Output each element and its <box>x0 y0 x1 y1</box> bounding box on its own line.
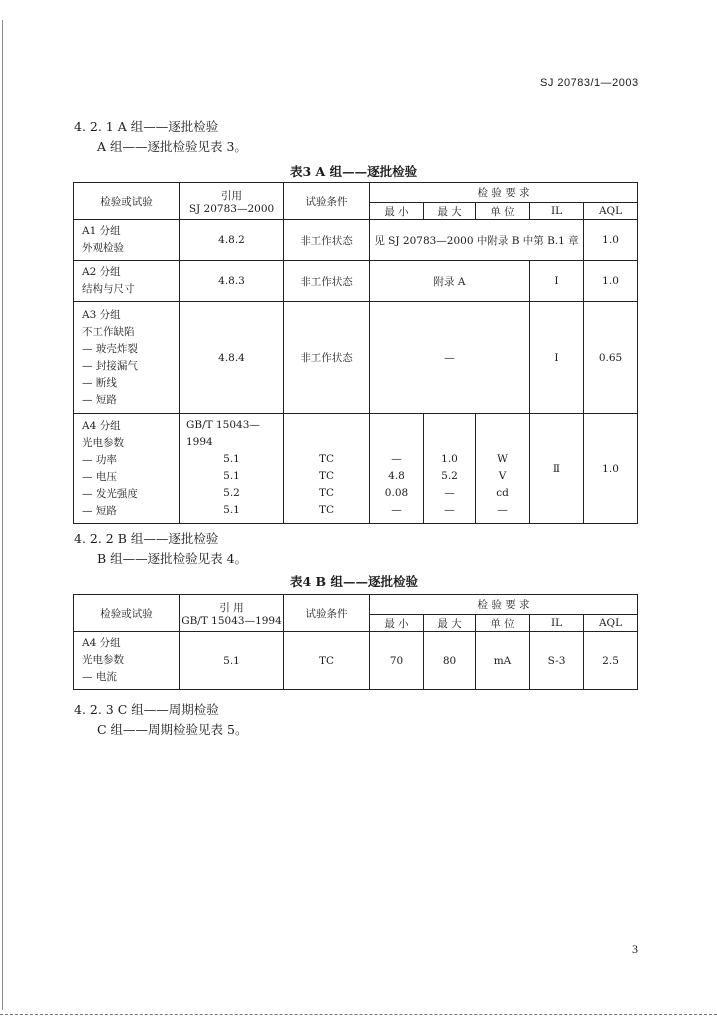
table3-a1-cond: 非工作状态 <box>284 220 370 261</box>
table3-a3-ref: 4.8.4 <box>180 302 284 414</box>
row-label: — 短路 <box>82 393 117 406</box>
table3-head-aql: AQL <box>584 203 638 220</box>
section-4-2-2-heading: 4. 2. 2 B 组——逐批检验 <box>74 531 219 546</box>
section-4-2-3-heading: 4. 2. 3 C 组——周期检验 <box>74 702 219 717</box>
table3-a4-ref-value: 5.2 <box>223 487 240 499</box>
table4-row-min: 70 <box>370 632 424 690</box>
table3-a4-max-value: — <box>444 487 455 499</box>
table3-a1-req: 见 SJ 20783—2000 中附录 B 中第 B.1 章 <box>370 220 584 261</box>
page-number: 3 <box>632 942 638 956</box>
table-row <box>74 302 638 414</box>
table3-a1-item <box>74 220 180 261</box>
table4-header-row <box>74 595 638 615</box>
standard-code: SJ 20783/1—2003 <box>540 77 639 89</box>
table3-a1-aql: 1.0 <box>584 220 638 261</box>
section-4-2-2-text: B 组——逐批检验见表 4。 <box>97 551 248 566</box>
table4-head-unit: 单 位 <box>476 615 530 632</box>
table3-a4-max <box>424 414 476 524</box>
row-label: — 短路 <box>82 504 117 517</box>
table3-a4-unit-value: cd <box>496 487 509 499</box>
table3-a3-il: Ⅰ <box>530 302 584 414</box>
table3-head-il: IL <box>530 203 584 220</box>
table3 <box>73 182 638 524</box>
table3-a4-min-value: 0.08 <box>384 487 409 499</box>
row-label: — 发光强度 <box>82 487 138 500</box>
table3-a2-il: Ⅰ <box>530 261 584 302</box>
table3-a4-unit-value: — <box>497 504 508 516</box>
row-label: 结构与尺寸 <box>82 283 135 295</box>
table3-a4-ref-value: 5.1 <box>223 504 240 516</box>
table-row <box>74 632 638 690</box>
table4-head-aql: AQL <box>584 615 638 632</box>
row-label: — 电压 <box>82 470 117 483</box>
table3-a4-max-value: — <box>444 504 455 516</box>
table3-a2-ref: 4.8.3 <box>180 261 284 302</box>
table3-head-max: 最 大 <box>424 203 476 220</box>
table3-a4-unit-value: W <box>497 453 508 465</box>
table4-row-max: 80 <box>424 632 476 690</box>
table3-a4-min-value: — <box>391 453 402 465</box>
table4 <box>73 594 638 690</box>
table4-row-il: S-3 <box>530 632 584 690</box>
table3-a4-il: Ⅱ <box>530 414 584 524</box>
table3-a2-item <box>74 261 180 302</box>
table3-a4-cond-value: TC <box>318 470 335 482</box>
table-row <box>74 220 638 261</box>
table3-a4-cond-value: TC <box>318 453 335 465</box>
table3-head-ref-std: SJ 20783—2000 <box>188 202 275 215</box>
table4-head-ref-label: 引 用 <box>219 601 244 614</box>
table4-head-min: 最 小 <box>370 615 424 632</box>
table3-a2-req: 附录 A <box>370 261 530 302</box>
table3-a4-aql: 1.0 <box>584 414 638 524</box>
table3-a3-req: — <box>370 302 530 414</box>
table3-a4-max-value: 5.2 <box>441 470 458 482</box>
section-4-2-3-text: C 组——周期检验见表 5。 <box>97 722 248 737</box>
table4-head-il: IL <box>530 615 584 632</box>
table3-a4-min <box>370 414 424 524</box>
row-label: — 功率 <box>82 453 117 466</box>
table4-head-cond: 试验条件 <box>284 595 370 632</box>
table3-a4-cond-value: TC <box>318 504 335 516</box>
table3-head-ref-label: 引用 <box>221 189 242 202</box>
table4-row-ref: 5.1 <box>180 632 284 690</box>
table3-a4-ref-std: GB/T 15043—1994 <box>186 419 260 448</box>
row-label: A4 分组 <box>82 637 121 649</box>
row-label: — 电流 <box>82 671 117 683</box>
table3-a3-aql: 0.65 <box>584 302 638 414</box>
scan-edge-line <box>2 20 3 1010</box>
row-label: — 封接漏气 <box>82 359 138 372</box>
row-label: 光电参数 <box>82 436 124 449</box>
table4-caption: 表4 B 组——逐批检验 <box>290 574 418 589</box>
table3-header-row <box>74 183 638 203</box>
section-4-2-1-text: A 组——逐批检验见表 3。 <box>97 139 247 154</box>
table4-head-ref <box>180 595 284 632</box>
table4-head-item: 检验或试验 <box>74 595 180 632</box>
table3-head-unit: 单 位 <box>476 203 530 220</box>
table4-row-item <box>74 632 180 690</box>
table3-a4-min-value: — <box>391 504 402 516</box>
row-label: 光电参数 <box>82 654 124 666</box>
table3-a3-item <box>74 302 180 414</box>
row-label: A2 分组 <box>82 266 121 278</box>
scan-dashed-border <box>0 1014 717 1016</box>
table3-caption: 表3 A 组——逐批检验 <box>290 164 418 179</box>
table3-a4-item <box>74 414 180 524</box>
table4-head-req: 检 验 要 求 <box>370 595 638 615</box>
table3-a4-cond <box>284 414 370 524</box>
table3-head-req: 检 验 要 求 <box>370 183 638 203</box>
table3-a4-max-value: 1.0 <box>441 453 458 465</box>
table3-a4-ref <box>180 414 284 524</box>
table4-head-ref-std: GB/T 15043—1994 <box>181 614 282 627</box>
row-label: A4 分组 <box>82 419 121 432</box>
row-label: A1 分组 <box>82 225 121 237</box>
table-row <box>74 261 638 302</box>
table3-a3-cond: 非工作状态 <box>284 302 370 414</box>
section-4-2-1-heading: 4. 2. 1 A 组——逐批检验 <box>74 119 219 134</box>
row-label: — 断线 <box>82 376 117 389</box>
row-label: 外观检验 <box>82 242 124 254</box>
table4-row-aql: 2.5 <box>584 632 638 690</box>
table3-a4-min-value: 4.8 <box>388 470 405 482</box>
table3-head-item: 检验或试验 <box>74 183 180 220</box>
table3-a2-aql: 1.0 <box>584 261 638 302</box>
table3-a1-ref: 4.8.2 <box>180 220 284 261</box>
table3-a2-cond: 非工作状态 <box>284 261 370 302</box>
table3-a4-cond-value: TC <box>318 487 335 499</box>
table3-a4-ref-value: 5.1 <box>223 470 240 482</box>
table3-a4-unit-value: V <box>498 470 507 482</box>
table3-a4-ref-value: 5.1 <box>223 453 240 465</box>
table-row <box>74 414 638 524</box>
table4-row-cond: TC <box>284 632 370 690</box>
table3-head-cond: 试验条件 <box>284 183 370 220</box>
table3-head-min: 最 小 <box>370 203 424 220</box>
row-label: — 玻壳炸裂 <box>82 342 138 355</box>
row-label: A3 分组 <box>82 308 121 321</box>
table4-row-unit: mA <box>476 632 530 690</box>
table3-a4-unit <box>476 414 530 524</box>
table3-head-ref <box>180 183 284 220</box>
row-label: 不工作缺陷 <box>82 325 135 338</box>
table4-head-max: 最 大 <box>424 615 476 632</box>
